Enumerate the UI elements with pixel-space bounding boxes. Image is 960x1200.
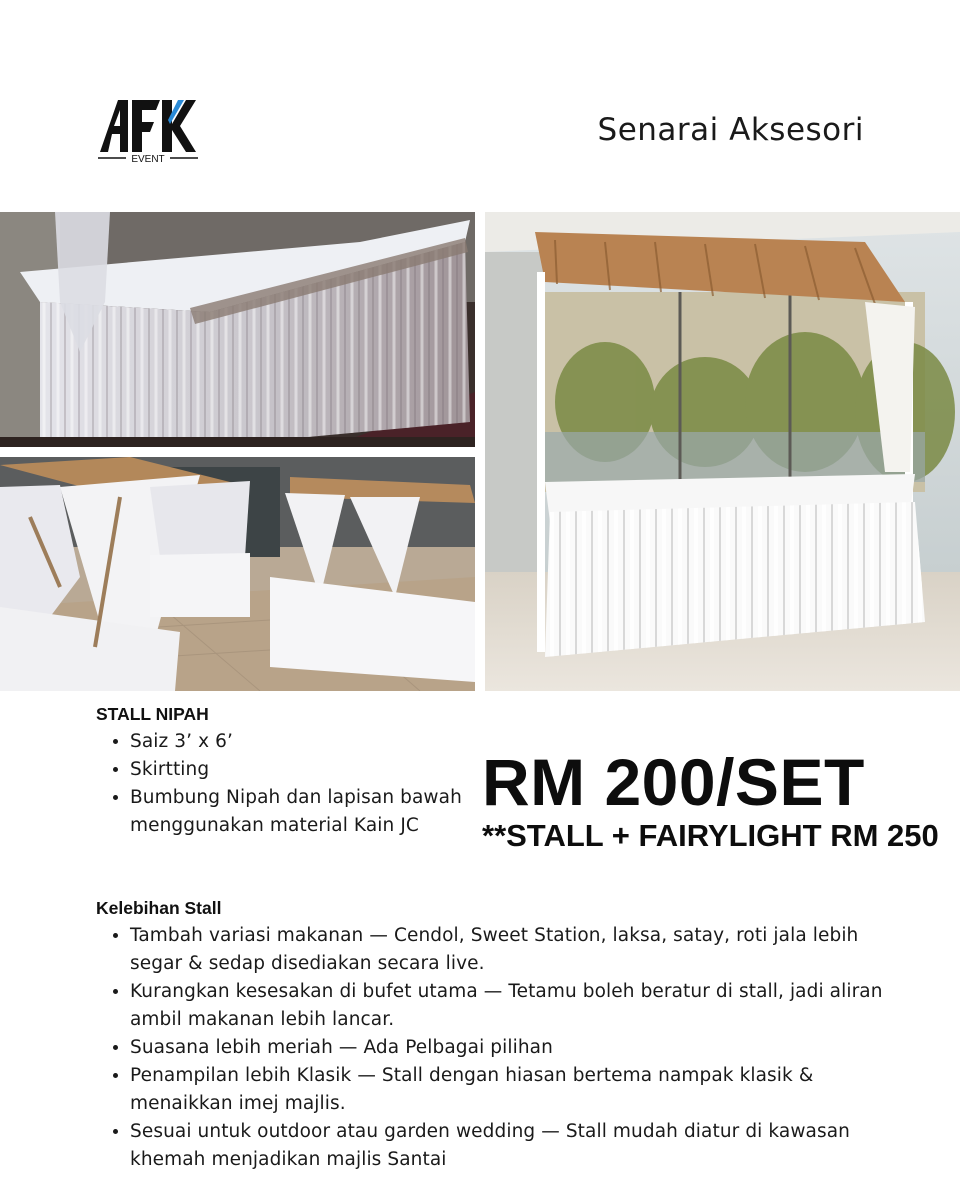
benefits-list xyxy=(96,922,890,1174)
list-item: • Sesuai untuk outdoor atau garden wedding — Stall mudah diatur di kawasan khemah menjadikan majlis Santai xyxy=(130,1118,890,1174)
list-item: • Tambah variasi makanan — Cendol, Sweet Station, laksa, satay, roti jala lebih segar & sedap disediakan secara live. xyxy=(130,922,890,978)
nipah-stalls-group-photo xyxy=(0,457,475,691)
list-item: • Skirtting xyxy=(130,756,475,784)
nipah-stall-single-photo xyxy=(485,212,960,691)
list-item: • Penampilan lebih Klasik — Stall dengan hiasan bertema nampak klasik & menaikkan imej majlis. xyxy=(130,1062,890,1118)
price-note: **STALL + FAIRYLIGHT RM 250 xyxy=(482,818,939,853)
page-title: Senarai Aksesori xyxy=(597,112,864,148)
skirted-table-photo xyxy=(0,212,475,447)
list-item: • Saiz 3’ x 6’ xyxy=(130,728,475,756)
benefits-heading: Kelebihan Stall xyxy=(96,898,222,918)
list-item: • Kurangkan kesesakan di bufet utama — Tetamu boleh beratur di stall, jadi aliran ambil makanan lebih lancar. xyxy=(130,978,890,1034)
list-item: • Suasana lebih meriah — Ada Pelbagai pilihan xyxy=(130,1034,890,1062)
stall-feature-list xyxy=(96,728,475,840)
logo-subtext: EVENT xyxy=(131,154,165,164)
price: RM 200/SET xyxy=(482,745,865,819)
stall-heading: STALL NIPAH xyxy=(96,704,209,724)
list-item: • Bumbung Nipah dan lapisan bawah menggunakan material Kain JC xyxy=(130,784,475,840)
afk-event-logo xyxy=(98,96,198,164)
